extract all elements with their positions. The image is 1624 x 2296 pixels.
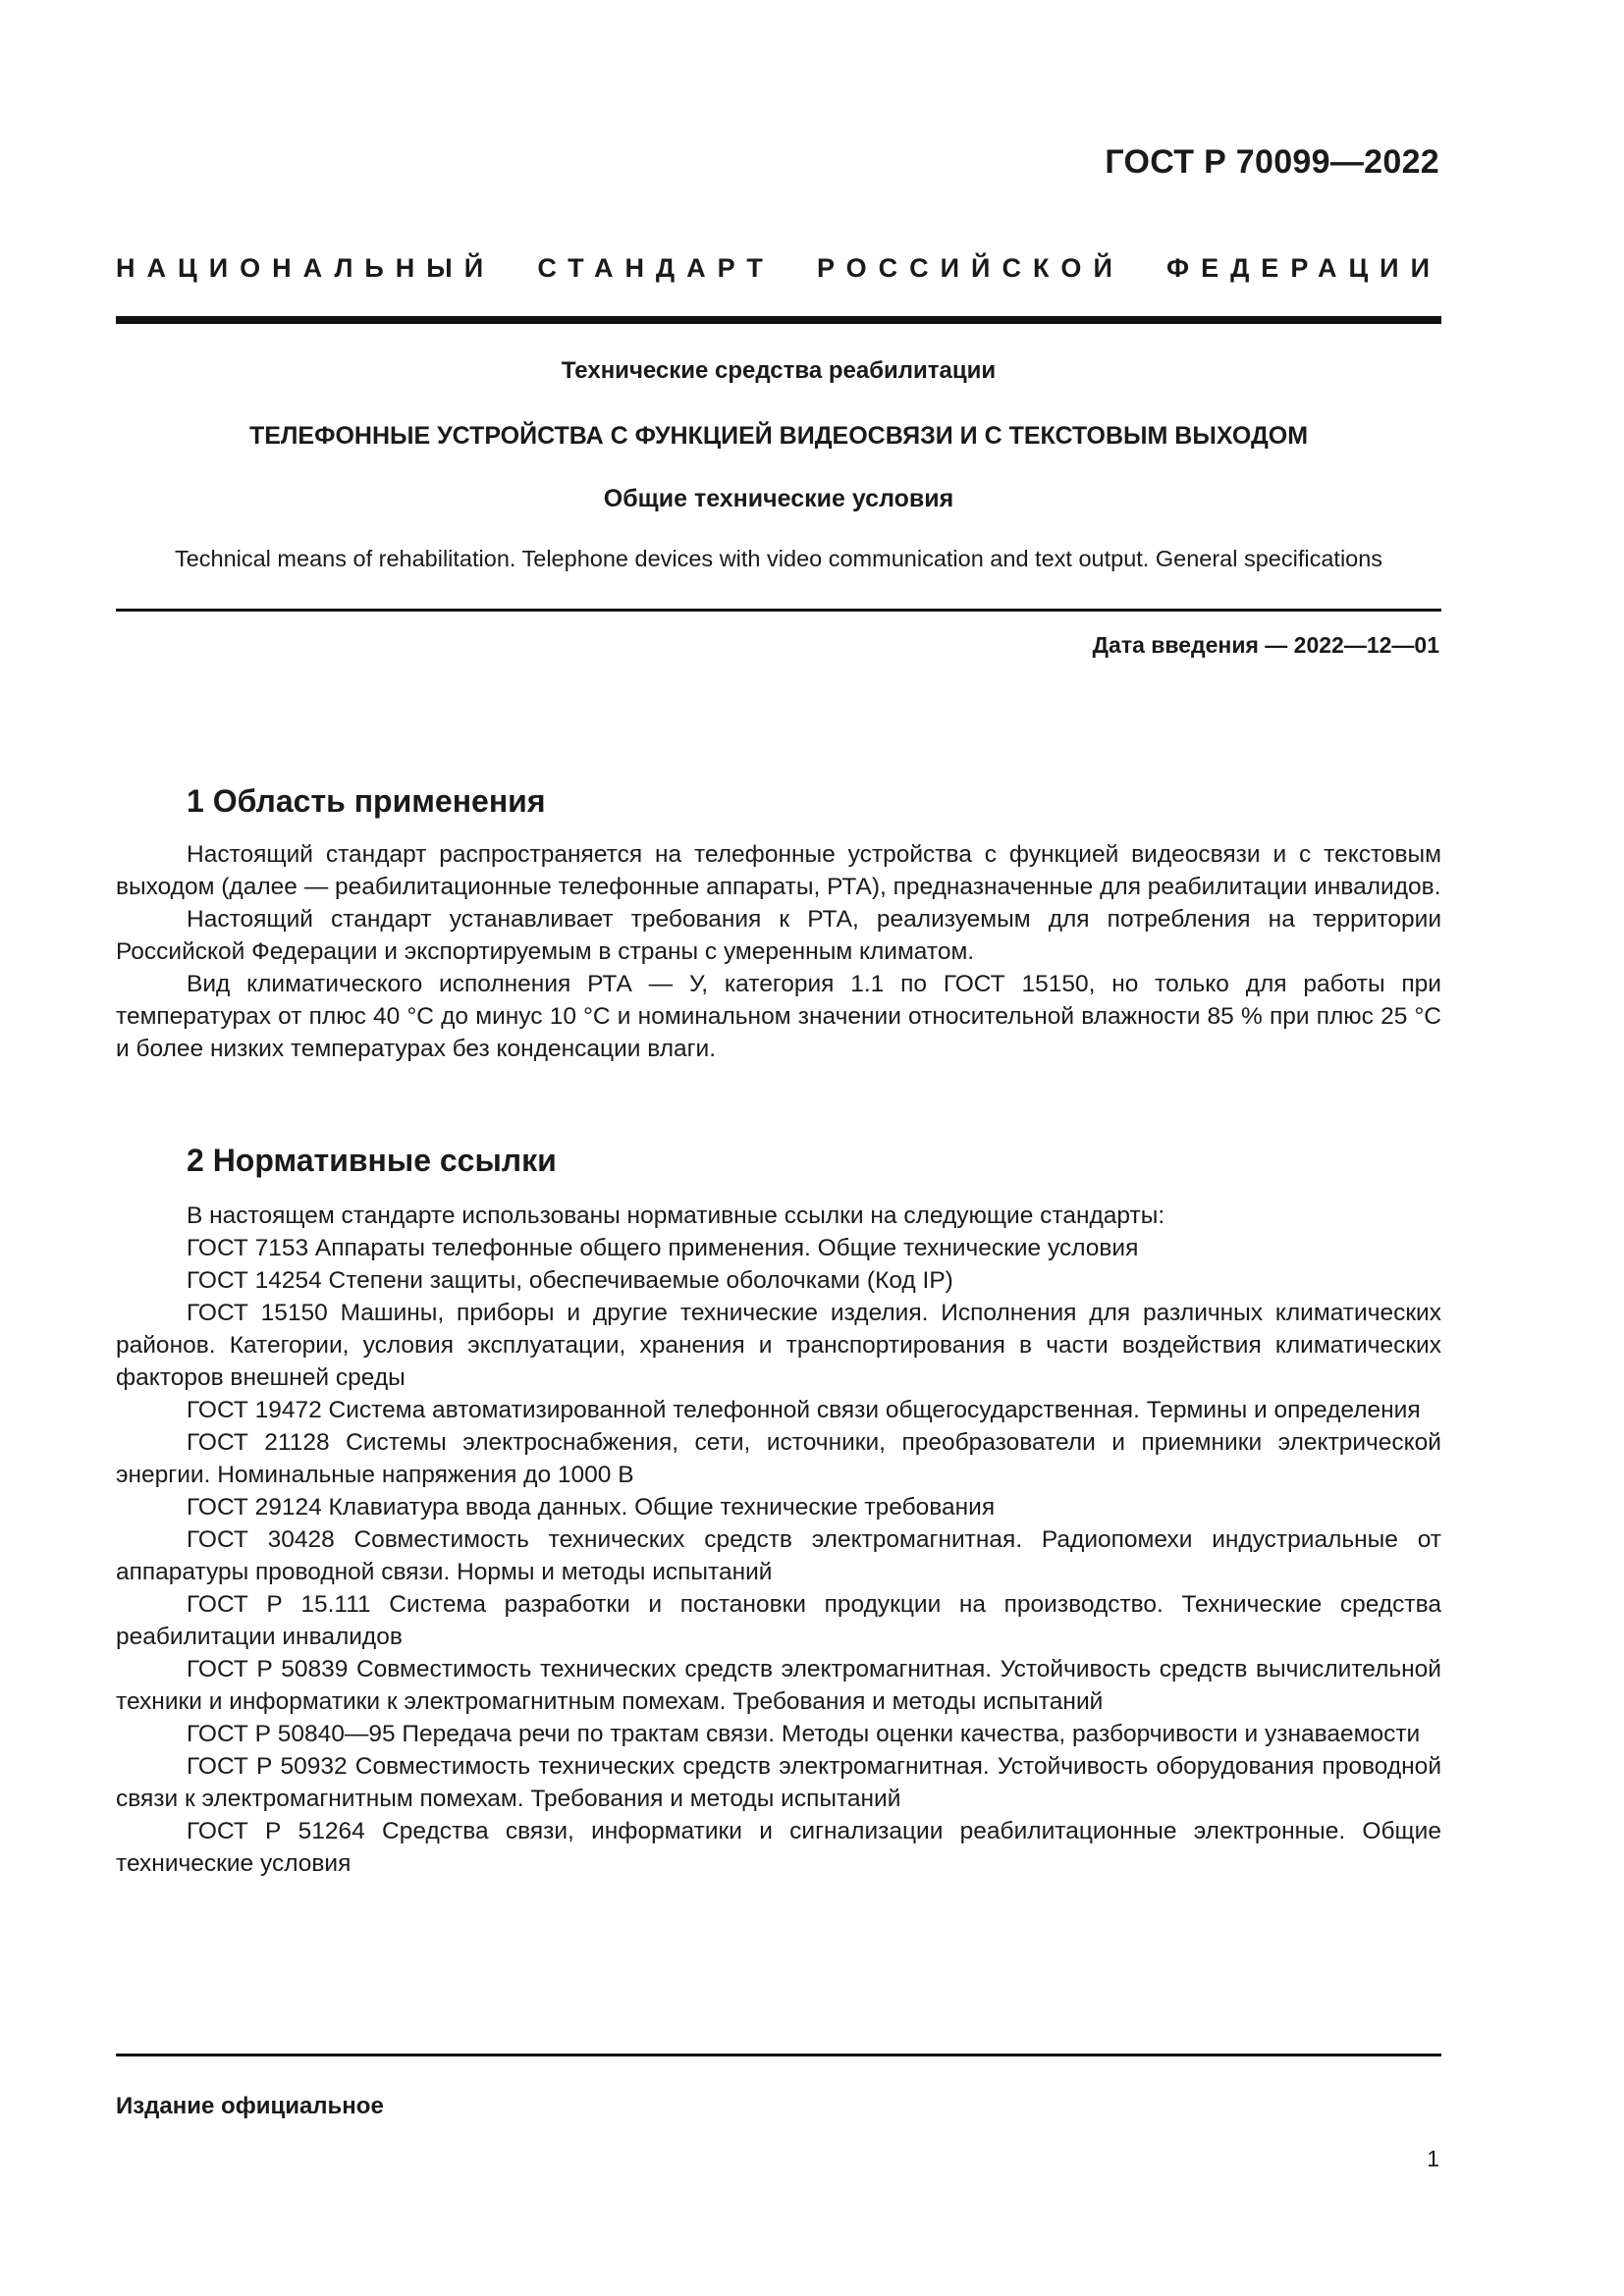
section-2-body — [116, 1200, 1441, 1880]
reference-item: ГОСТ 7153 Аппараты телефонные общего применения. Общие технические условия — [187, 1235, 1139, 1261]
reference-item: ГОСТ 29124 Клавиатура ввода данных. Общие технические требования — [187, 1494, 996, 1521]
reference-item: ГОСТ Р 50840—95 Передача речи по трактам связи. Методы оценки качества, разборчивости и узнаваемости — [187, 1721, 1421, 1747]
title-group: Технические средства реабилитации — [561, 357, 997, 384]
standard-code: ГОСТ Р 70099—2022 — [1105, 143, 1439, 181]
reference-item: ГОСТ 15150 Машины, приборы и другие технические изделия. Исполнения для различных климатических районов. Категории, условия эксплуатации, хранения и транспортирования в части воздействия климатических факторов внешней среды — [116, 1300, 1441, 1391]
reference-item: ГОСТ 21128 Системы электроснабжения, сети, источники, преобразователи и приемники электрической энергии. Номинальные напряжения до 1000 В — [116, 1429, 1441, 1488]
national-standard-banner: НАЦИОНАЛЬНЫЙ СТАНДАРТ РОССИЙСКОЙ ФЕДЕРАЦИИ — [116, 253, 1441, 283]
reference-item: ГОСТ Р 51264 Средства связи, информатики и сигнализации реабилитационные электронные. Общие технические условия — [116, 1818, 1441, 1877]
paragraph: Настоящий стандарт распространяется на телефонные устройства с функцией видеосвязи и с текстовым выходом (далее — реабилитационные телефонные аппараты, РТА), предназначенные для реабилитации инвалидов. — [116, 841, 1441, 900]
paragraph: В настоящем стандарте использованы нормативные ссылки на следующие стандарты: — [187, 1202, 1165, 1229]
section-1-body — [116, 838, 1441, 1065]
section-2-heading: 2 Нормативные ссылки — [187, 1143, 557, 1178]
title-main: ТЕЛЕФОННЫЕ УСТРОЙСТВА С ФУНКЦИЕЙ ВИДЕОСВЯЗИ И С ТЕКСТОВЫМ ВЫХОДОМ — [248, 422, 1309, 450]
paragraph: Вид климатического исполнения РТА — У, категория 1.1 по ГОСТ 15150, но только для работы при температурах от плюс 40 °С до минус 10 °С и номинальном значении относительной влажности 85 % при плюс 25 °С и более низких температурах без конденсации влаги. — [116, 971, 1441, 1062]
footer-divider — [116, 2054, 1441, 2056]
paragraph: Настоящий стандарт устанавливает требования к РТА, реализуемым для потребления на территории Российской Федерации и экспортируемым в страны с умеренным климатом. — [116, 906, 1441, 965]
title-divider — [116, 609, 1441, 612]
reference-item: ГОСТ Р 50839 Совместимость технических средств электромагнитная. Устойчивость средств вычислительной техники и информатики к электромагнитным помехам. Требования и методы испытаний — [116, 1656, 1441, 1715]
reference-item: ГОСТ 14254 Степени защиты, обеспечиваемые оболочками (Код IP) — [187, 1267, 953, 1294]
introduction-date: Дата введения — 2022—12—01 — [1092, 632, 1439, 658]
title-english: Technical means of rehabilitation. Telephone devices with video communication and text output. General specifications — [174, 546, 1383, 571]
reference-item: ГОСТ 30428 Совместимость технических средств электромагнитная. Радиопомехи индустриальные от аппаратуры проводной связи. Нормы и методы испытаний — [116, 1526, 1441, 1585]
official-edition-label: Издание официальное — [116, 2093, 384, 2119]
title-sub: Общие технические условия — [603, 485, 954, 512]
section-1-heading: 1 Область применения — [187, 783, 546, 819]
reference-item: ГОСТ Р 50932 Совместимость технических средств электромагнитная. Устойчивость оборудования проводной связи к электромагнитным помехам. Требования и методы испытаний — [116, 1753, 1441, 1812]
page-number: 1 — [1427, 2146, 1439, 2171]
reference-item: ГОСТ 19472 Система автоматизированной телефонной связи общегосударственная. Термины и определения — [187, 1397, 1421, 1423]
header-divider — [116, 316, 1441, 324]
reference-item: ГОСТ Р 15.111 Система разработки и постановки продукции на производство. Технические средства реабилитации инвалидов — [116, 1591, 1441, 1650]
